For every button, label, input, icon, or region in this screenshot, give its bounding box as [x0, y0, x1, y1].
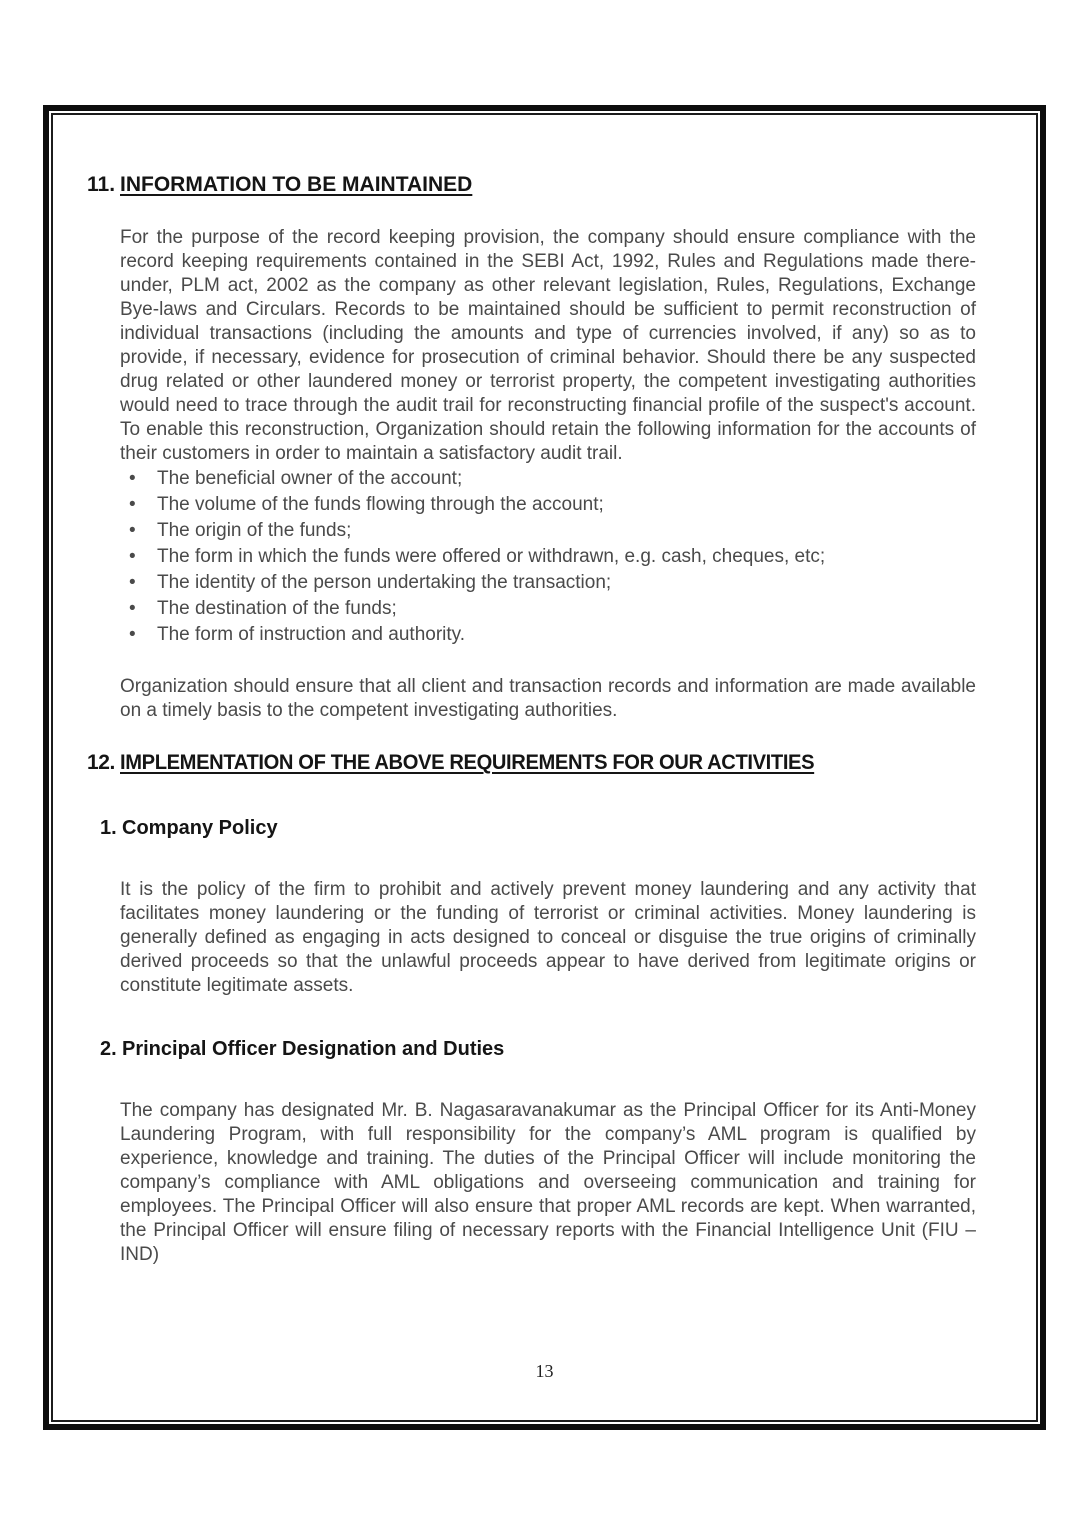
subsection-1-heading	[100, 817, 976, 840]
page-border-frame	[43, 105, 1046, 1430]
document-page-content	[53, 115, 1036, 1420]
section-11-heading	[87, 173, 976, 197]
section-11-number: 11.	[87, 173, 116, 196]
section-12-number: 12.	[87, 751, 115, 774]
page-border-inner-line	[51, 113, 1038, 1422]
section-11-bullet-list	[87, 466, 976, 648]
subsection-1-number: 1.	[100, 817, 117, 839]
subsection-1-title: Company Policy	[122, 817, 278, 839]
section-12-title: IMPLEMENTATION OF THE ABOVE REQUIREMENTS FOR OUR ACTIVITIES	[120, 751, 815, 774]
list-item: • The origin of the funds;	[129, 518, 976, 544]
list-item: • The form in which the funds were offered or withdrawn, e.g. cash, cheques, etc;	[129, 544, 976, 570]
list-item: • The volume of the funds flowing through the account;	[129, 492, 976, 518]
section-11-title: INFORMATION TO BE MAINTAINED	[120, 173, 473, 196]
subsection-2-paragraph: The company has designated Mr. B. Nagasaravanakumar as the Principal Officer for its Anti-Money Laundering Program, with full responsibility for the company’s AML program is qualified by experience, knowledge and training. The duties of the Principal Officer will include monitoring the company’s compliance with AML obligations and overseeing communication and training for employees. The Principal Officer will also ensure that proper AML records are kept. When warranted, the Principal Officer will ensure filing of necessary reports with the Financial Intelligence Unit (FIU – IND)	[120, 1100, 976, 1265]
list-item: • The identity of the person undertaking the transaction;	[129, 570, 976, 596]
section-12-heading	[87, 751, 976, 775]
section-11-paragraph-2: Organization should ensure that all client and transaction records and information are made available on a timely basis to the competent investigating authorities.	[120, 676, 976, 721]
subsection-2-heading	[100, 1038, 976, 1061]
subsection-2-number: 2.	[100, 1038, 117, 1060]
subsection-2-title: Principal Officer Designation and Duties	[122, 1038, 505, 1060]
page-number: 13	[535, 1361, 554, 1381]
list-item: • The form of instruction and authority.	[129, 622, 976, 648]
list-item: • The destination of the funds;	[129, 596, 976, 622]
subsection-1-paragraph: It is the policy of the firm to prohibit and actively prevent money laundering and any activity that facilitates money laundering or the funding of terrorist or criminal activities. Money laundering is generally defined as engaging in acts designed to conceal or disguise the true origins of criminally derived proceeds so that the unlawful proceeds appear to have derived from legitimate origins or constitute legitimate assets.	[120, 879, 976, 996]
section-11-paragraph-1: For the purpose of the record keeping provision, the company should ensure compliance with the record keeping requirements contained in the SEBI Act, 1992, Rules and Regulations made there-under, PLM act, 2002 as the company as other relevant legislation, Rules, Regulations, Exchange Bye-laws and Circulars. Records to be maintained should be sufficient to permit reconstruction of individual transactions (including the amounts and type of currencies involved, if any) so as to provide, if necessary, evidence for prosecution of criminal behavior. Should there be any suspected drug related or other laundered money or terrorist property, the competent investigating authorities would need to trace through the audit trail for reconstructing financial profile of the suspect's account. To enable this reconstruction, Organization should retain the following information for the accounts of their customers in order to maintain a satisfactory audit trail.	[120, 227, 976, 464]
list-item: • The beneficial owner of the account;	[129, 466, 976, 492]
